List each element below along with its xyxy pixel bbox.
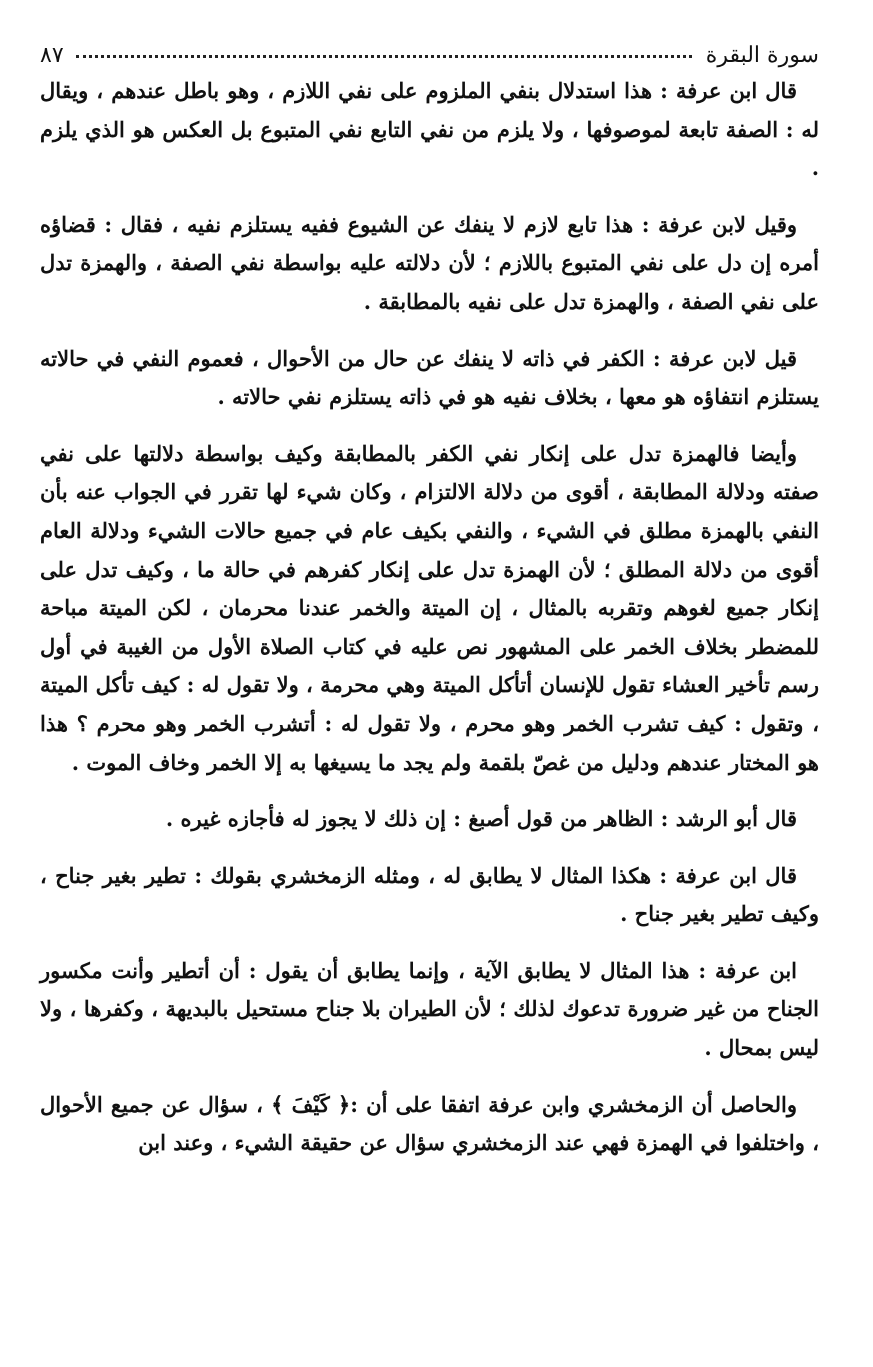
running-header xyxy=(40,30,819,68)
page-number: ٨٧ xyxy=(40,43,64,68)
paragraph: وأيضا فالهمزة تدل على إنكار نفي الكفر بالمطابقة وكيف بواسطة دلالتها على نفي صفته ودلالة المطابقة ، أقوى من دلالة الالتزام ، وكان شيء لها تقرر في الجواب عنه بأن النفي بالهمزة مطلق في الشيء ، والنفي بكيف عام في جميع حالات الشيء ودلالة العام أقوى من دلالة المطلق ؛ لأن الهمزة تدل على إنكار كفرهم في حالة ما ، وكيف تدل على إنكار جميع لغوهم وتقربه بالمثال ، إن الميتة والخمر عندنا محرمان ، لكن الميتة مباحة للمضطر بخلاف الخمر على المشهور نص عليه في كتاب الصلاة الأول من الغيبة في أول رسم تأخير العشاء تقول للإنسان أتأكل الميتة وهي محرمة ، ولا تقول له : كيف تأكل الميتة ، وتقول : كيف تشرب الخمر وهو محرم ، ولا تقول له : أتشرب الخمر وهو محرم ؟ هذا هو المختار عندهم ودليل من غصّ بلقمة ولم يجد ما يسيغها به إلا الخمر وخاف الموت . xyxy=(40,440,819,775)
paragraph: والحاصل أن الزمخشري وابن عرفة اتفقا على أن :﴿ كَيْفَ ﴾ ، سؤال عن جميع الأحوال ، واختلفوا في الهمزة فهي عند الزمخشري سؤال عن حقيقة الشيء ، وعند ابن xyxy=(40,1091,819,1156)
paragraph: وقيل لابن عرفة : هذا تابع لازم لا ينفك عن الشيوع ففيه يستلزم نفيه ، فقال : قضاؤه أمره إن دل على نفي المتبوع باللازم ؛ لأن دلالته عليه بواسطة نفي الصفة ، والهمزة تدل على نفي الصفة ، والهمزة تدل على نفيه بالمطابقة . xyxy=(40,211,819,314)
running-title: سورة البقرة xyxy=(705,43,819,68)
paragraph: ابن عرفة : هذا المثال لا يطابق الآية ، وإنما يطابق أن يقول : أن أتطير وأنت مكسور الجناح من غير ضرورة تدعوك لذلك ؛ لأن الطيران بلا جناح مستحيل بالبديهة ، وكفرها ، ولا ليس بمحال . xyxy=(40,957,819,1061)
dot-leader xyxy=(76,55,692,58)
body-text xyxy=(40,72,819,1163)
paragraph: قال ابن عرفة : هذا استدلال بنفي الملزوم على نفي اللازم ، وهو باطل عندهم ، ويقال له : الصفة تابعة لموصوفها ، ولا يلزم من نفي التابع نفي المتبوع بل العكس هو الذي يلزم . xyxy=(40,78,819,181)
paragraph: قال أبو الرشد : الظاهر من قول أصبغ : إن ذلك لا يجوز له فأجازه غيره . xyxy=(165,806,797,832)
paragraph: قيل لابن عرفة : الكفر في ذاته لا ينفك عن حال من الأحوال ، فعموم النفي في حالاته يستلزم انتفاؤه هو معها ، بخلاف نفيه هو في ذاته يستلزم نفي حالاته . xyxy=(40,345,819,410)
paragraph: قال ابن عرفة : هكذا المثال لا يطابق له ، ومثله الزمخشري بقولك : تطير بغير جناح ، وكيف تطير بغير جناح . xyxy=(40,862,819,927)
